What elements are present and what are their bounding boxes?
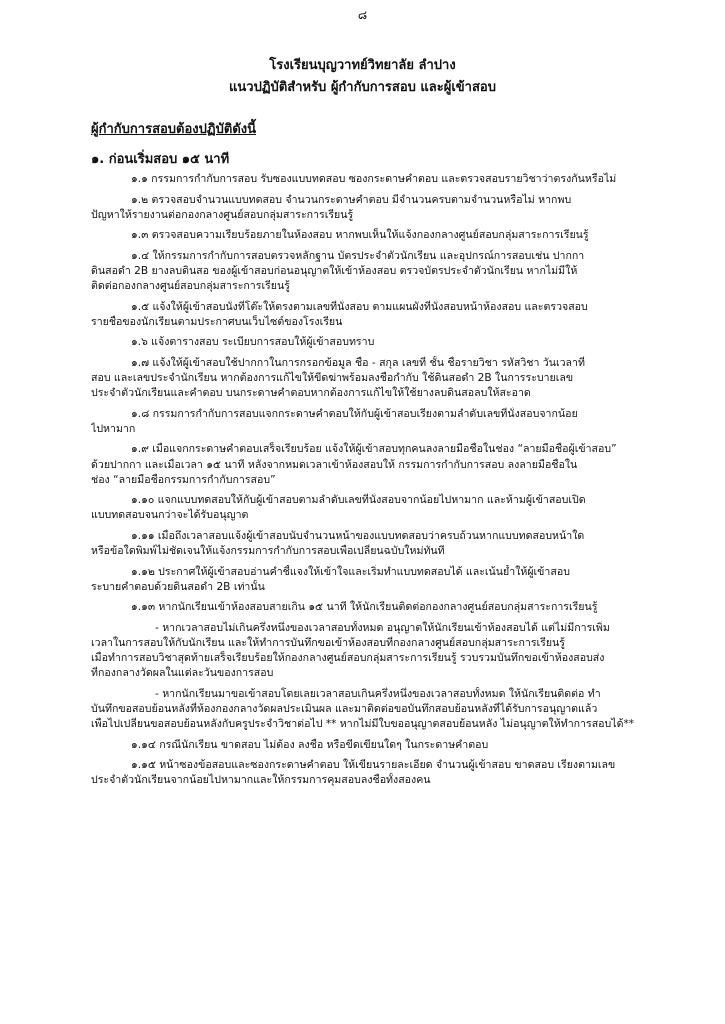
instruction-item <box>91 738 708 753</box>
instruction-line: ที่กองกลางวัดผลในแต่ละวันของการสอบ <box>91 667 274 680</box>
subsection-title: ๑. ก่อนเริ่มสอบ ๑๕ นาที <box>91 152 230 167</box>
instruction-line: ไปหามาก <box>91 422 136 435</box>
instruction-line: ดินสอดำ 2B ยางลบดินสอ ของผู้เข้าสอบก่อนอนุญาตให้เข้าห้องสอบ ตรวจบัตรประจำตัวนักเรียน หากไม่มีให้ <box>91 264 578 277</box>
instruction-line: แบบทดสอบจนกว่าจะได้รับอนุญาต <box>91 509 249 522</box>
document-title-line2: แนวปฏิบัติสำหรับ ผู้กำกับการสอบ และผู้เข้าสอบ <box>229 80 496 95</box>
instruction-line: เวลาในการสอบให้กับนักเรียน และให้ทำการบันทึกขอเข้าห้องสอบที่กองกลางศูนย์สอบกลุ่มสาระการเรียนรู้ <box>91 636 565 649</box>
page-number: ๘ <box>357 8 368 22</box>
instruction-line: ๑.๘ กรรมการกำกับการสอบแจกกระดาษคำตอบให้กับผู้เข้าสอบเรียงตามลำดับเลขที่นั่งสอบจากน้อย <box>131 407 578 420</box>
instruction-line: ๑.๑๑ เมื่อถึงเวลาสอบแจ้งผู้เข้าสอบนับจำนวนหน้าของแบบทดสอบว่าครบถ้วนหากแบบทดสอบหน้าใด <box>131 529 585 542</box>
instruction-item <box>91 565 708 595</box>
section-title: ผู้กำกับการสอบต้องปฏิบัติดังนี้ <box>91 122 257 137</box>
instruction-line: สอบ และเลขประจำนักเรียน หากต้องการแก้ไขให้ขีดฆ่าพร้อมลงชื่อกำกับ ใช้ดินสอดำ 2B ในการระบายเลข <box>91 372 574 385</box>
instruction-item <box>91 529 708 559</box>
instruction-item <box>91 249 708 294</box>
instruction-line: ๑.๑๐ แจกแบบทดสอบให้กับผู้เข้าสอบตามลำดับเลขที่นั่งสอบจากน้อยไปหามาก และห้ามผู้เข้าสอบเปิด <box>131 494 586 507</box>
instruction-line: - หากนักเรียนมาขอเข้าสอบโดยเลยเวลาสอบเกินครึ่งหนึ่งของเวลาสอบทั้งหมด ให้นักเรียนติดต่อ ทำ <box>155 687 601 700</box>
instruction-line: ระบายคำตอบด้วยดินสอดำ 2B เท่านั้น <box>91 580 265 593</box>
instruction-item <box>91 493 708 523</box>
instruction-item <box>91 407 708 437</box>
instruction-item <box>91 600 708 615</box>
instruction-line: ๑.๕ แจ้งให้ผู้เข้าสอบนั่งที่โต๊ะให้ตรงตามเลขที่นั่งสอบ ตามแผนผังที่นั่งสอบหน้าห้องสอบ และตรวจสอบ <box>131 300 588 313</box>
instruction-line: รายชื่อของนักเรียนตามประกาศบนเว็บไซต์ของโรงเรียน <box>91 315 343 328</box>
instruction-line: ประจำตัวนักเรียนจากน้อยไปหามากและให้กรรมการคุมสอบลงชื่อทั้งสองคน <box>91 774 431 787</box>
instruction-bullet <box>91 621 708 681</box>
instruction-item <box>91 193 708 223</box>
document-title-line1: โรงเรียนบุญวาทย์วิทยาลัย ลำปาง <box>269 58 456 73</box>
instruction-list <box>91 172 708 794</box>
instruction-line: ๑.๑ กรรมการกำกับการสอบ รับซองแบบทดสอบ ซองกระดาษคำตอบ และตรวจสอบรายวิชาว่าตรงกันหรือไม่ <box>131 173 617 185</box>
instruction-line: ๑.๖ แจ้งตารางสอบ ระเบียบการสอบให้ผู้เข้าสอบทราบ <box>131 336 375 349</box>
instruction-line: ติดต่อกองกลางศูนย์สอบกลุ่มสาระการเรียนรู้ <box>91 280 290 293</box>
instruction-line: เพื่อไปเปลี่ยนขอสอบย้อนหลังกับครูประจำวิชาต่อไป ** หากไม่มีใบขออนุญาตสอบย้อนหลัง ไม่อนุญาตให้ทำการสอบได้** <box>91 717 635 730</box>
instruction-line: ๑.๒ ตรวจสอบจำนวนแบบทดสอบ จำนวนกระดาษคำตอบ มีจำนวนครบตามจำนวนหรือไม่ หากพบ <box>131 193 572 206</box>
instruction-item <box>91 758 708 788</box>
instruction-line: บันทึกขอสอบย้อนหลังที่ห้องกองกลางวัดผลประเมินผล และมาติดต่อขอบันทึกสอบย้อนหลังที่ได้รับการอนุญาตแล้ว <box>91 702 598 715</box>
instruction-line: หรือข้อใดพิมพ์ไม่ชัดเจนให้แจ้งกรรมการกำกับการสอบเพื่อเปลี่ยนฉบับใหม่ทันที <box>91 544 445 557</box>
instruction-line: ๑.๗ แจ้งให้ผู้เข้าสอบใช้ปากกาในการกรอกข้อมูล ชื่อ - สกุล เลขที่ ชั้น ชื่อรายวิชา รหัสวิชา วันเวลาที่ <box>131 356 585 369</box>
instruction-item <box>91 300 708 330</box>
instruction-line: - หากเวลาสอบไม่เกินครึ่งหนึ่งของเวลาสอบทั้งหมด อนุญาตให้นักเรียนเข้าห้องสอบได้ แต่ไม่มีการเพิ่ม <box>155 621 610 634</box>
instruction-line: ๑.๑๕ หน้าซองข้อสอบและซองกระดาษคำตอบ ให้เขียนรายละเอียด จำนวนผู้เข้าสอบ ขาดสอบ เรียงตามเลข <box>131 759 616 772</box>
instruction-line: ปัญหาให้รายงานต่อกองกลางศูนย์สอบกลุ่มสาระการเรียนรู้ <box>91 208 354 221</box>
instruction-bullet <box>91 687 708 732</box>
instruction-item <box>91 356 708 401</box>
instruction-line: ๑.๓ ตรวจสอบความเรียบร้อยภายในห้องสอบ หากพบเห็นให้แจ้งกองกลางศูนย์สอบกลุ่มสาระการเรียนรู้ <box>131 229 589 242</box>
instruction-line: เมื่อทำการสอบวิชาสุดท้ายเสร็จเรียบร้อยให้กองกลางศูนย์สอบกลุ่มสาระการเรียนรู้ รวบรวมบันทึกขอเข้าห้องสอบส่ง <box>91 652 605 665</box>
instruction-line: ด้วยปากกา และเมื่อเวลา ๑๕ นาที หลังจากหมดเวลาเข้าห้องสอบให้ กรรมการกำกับการสอบ ลงลายมือชื่อใน <box>91 458 578 471</box>
instruction-line: ๑.๔ ให้กรรมการกำกับการสอบตรวจหลักฐาน บัตรประจำตัวนักเรียน และอุปกรณ์การสอบเช่น ปากกา <box>131 249 585 262</box>
instruction-item <box>91 228 708 243</box>
instruction-line: ๑.๑๓ หากนักเรียนเข้าห้องสอบสายเกิน ๑๕ นาที ให้นักเรียนติดต่อกองกลางศูนย์สอบกลุ่มสาระการเรียนรู้ <box>131 601 598 614</box>
instruction-line: ๑.๙ เมื่อแจกกระดาษคำตอบเสร็จเรียบร้อย แจ้งให้ผู้เข้าสอบทุกคนลงลายมือชื่อในช่อง “ลายมือชื่อผู้เข้าสอบ” <box>131 443 617 456</box>
instruction-line: ประจำตัวนักเรียนและคำตอบ บนกระดาษคำตอบหากต้องการแก้ไขให้ใช้ยางลบดินสอลบให้สะอาด <box>91 387 531 400</box>
instruction-line: ๑.๑๔ กรณีนักเรียน ขาดสอบ ไม่ต้อง ลงชื่อ หรือขีดเขียนใดๆ ในกระดาษคำตอบ <box>131 738 489 751</box>
instruction-item <box>91 335 708 350</box>
instruction-item <box>91 442 708 487</box>
instruction-item <box>91 172 708 187</box>
instruction-line: ช่อง “ลายมือชื่อกรรมการกำกับการสอบ” <box>91 473 276 486</box>
instruction-line: ๑.๑๒ ประกาศให้ผู้เข้าสอบอ่านคำชี้แจงให้เข้าใจและเริ่มทำแบบทดสอบได้ และเน้นย้ำให้ผู้เข้าสอบ <box>131 565 570 578</box>
